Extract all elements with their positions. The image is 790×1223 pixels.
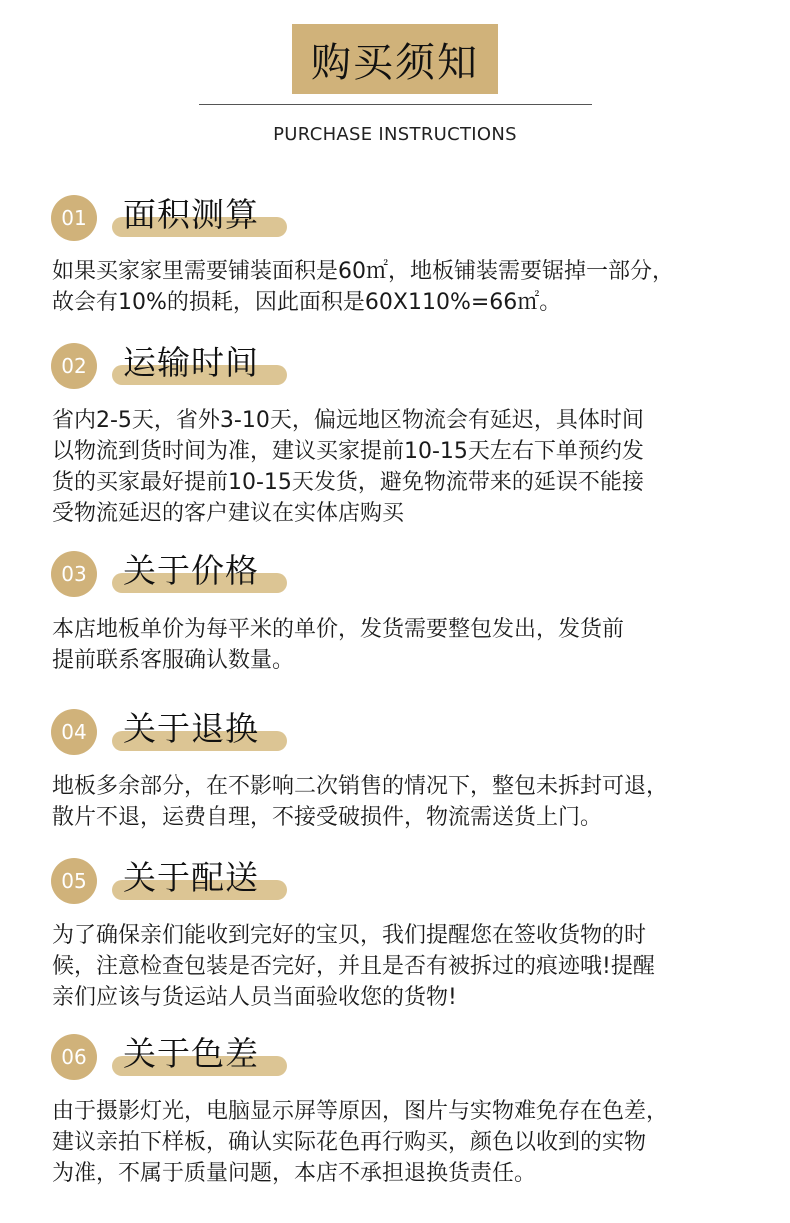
section-number-badge: 03 bbox=[51, 551, 97, 597]
section-heading: 面积测算 bbox=[123, 195, 259, 234]
body-line: 为准，不属于质量问题，本店不承担退换货责任。 bbox=[52, 1161, 537, 1186]
section-heading: 关于退换 bbox=[123, 709, 259, 748]
section-number-badge: 01 bbox=[51, 195, 97, 241]
body-line: 候，注意检查包装是否完好，并且是否有被拆过的痕迹哦!提醒 bbox=[52, 954, 655, 979]
section-heading: 运输时间 bbox=[123, 343, 259, 382]
body-line: 亲们应该与货运站人员当面验收您的货物! bbox=[52, 985, 457, 1010]
body-line: 由于摄影灯光，电脑显示屏等原因，图片与实物难免存在色差， bbox=[52, 1099, 669, 1124]
page-subtitle: PURCHASE INSTRUCTIONS bbox=[273, 124, 517, 145]
section-body bbox=[52, 920, 752, 1013]
body-line: 建议亲拍下样板，确认实际花色再行购买，颜色以收到的实物 bbox=[52, 1130, 647, 1155]
header bbox=[0, 0, 790, 160]
section-number-badge: 04 bbox=[51, 709, 97, 755]
body-line: 故会有10%的损耗，因此面积是60X110%=66㎡。 bbox=[52, 290, 562, 315]
section-body bbox=[52, 614, 752, 676]
section-heading: 关于色差 bbox=[123, 1034, 259, 1073]
section-body bbox=[52, 1096, 752, 1189]
body-line: 省内2-5天，省外3-10天，偏远地区物流会有延迟，具体时间 bbox=[52, 408, 644, 433]
page-title: 购买须知 bbox=[292, 24, 498, 94]
body-line: 地板多余部分，在不影响二次销售的情况下，整包未拆封可退， bbox=[52, 774, 669, 799]
section-number-badge: 06 bbox=[51, 1034, 97, 1080]
body-line: 提前联系客服确认数量。 bbox=[52, 648, 295, 673]
body-line: 为了确保亲们能收到完好的宝贝，我们提醒您在签收货物的时 bbox=[52, 923, 647, 948]
title-divider bbox=[199, 104, 592, 105]
body-line: 如果买家家里需要铺装面积是60㎡，地板铺装需要锯掉一部分， bbox=[52, 259, 674, 284]
section-body bbox=[52, 256, 752, 318]
section-number-badge: 05 bbox=[51, 858, 97, 904]
section-number-badge: 02 bbox=[51, 343, 97, 389]
section-body bbox=[52, 771, 752, 833]
body-line: 受物流延迟的客户建议在实体店购买 bbox=[52, 501, 405, 526]
body-line: 散片不退，运费自理，不接受破损件，物流需送货上门。 bbox=[52, 805, 603, 830]
section-heading: 关于配送 bbox=[123, 858, 259, 897]
section-body bbox=[52, 405, 752, 529]
body-line: 本店地板单价为每平米的单价，发货需要整包发出，发货前 bbox=[52, 617, 625, 642]
body-line: 以物流到货时间为准，建议买家提前10-15天左右下单预约发 bbox=[52, 439, 644, 464]
section-heading: 关于价格 bbox=[123, 551, 259, 590]
body-line: 货的买家最好提前10-15天发货，避免物流带来的延误不能接 bbox=[52, 470, 644, 495]
